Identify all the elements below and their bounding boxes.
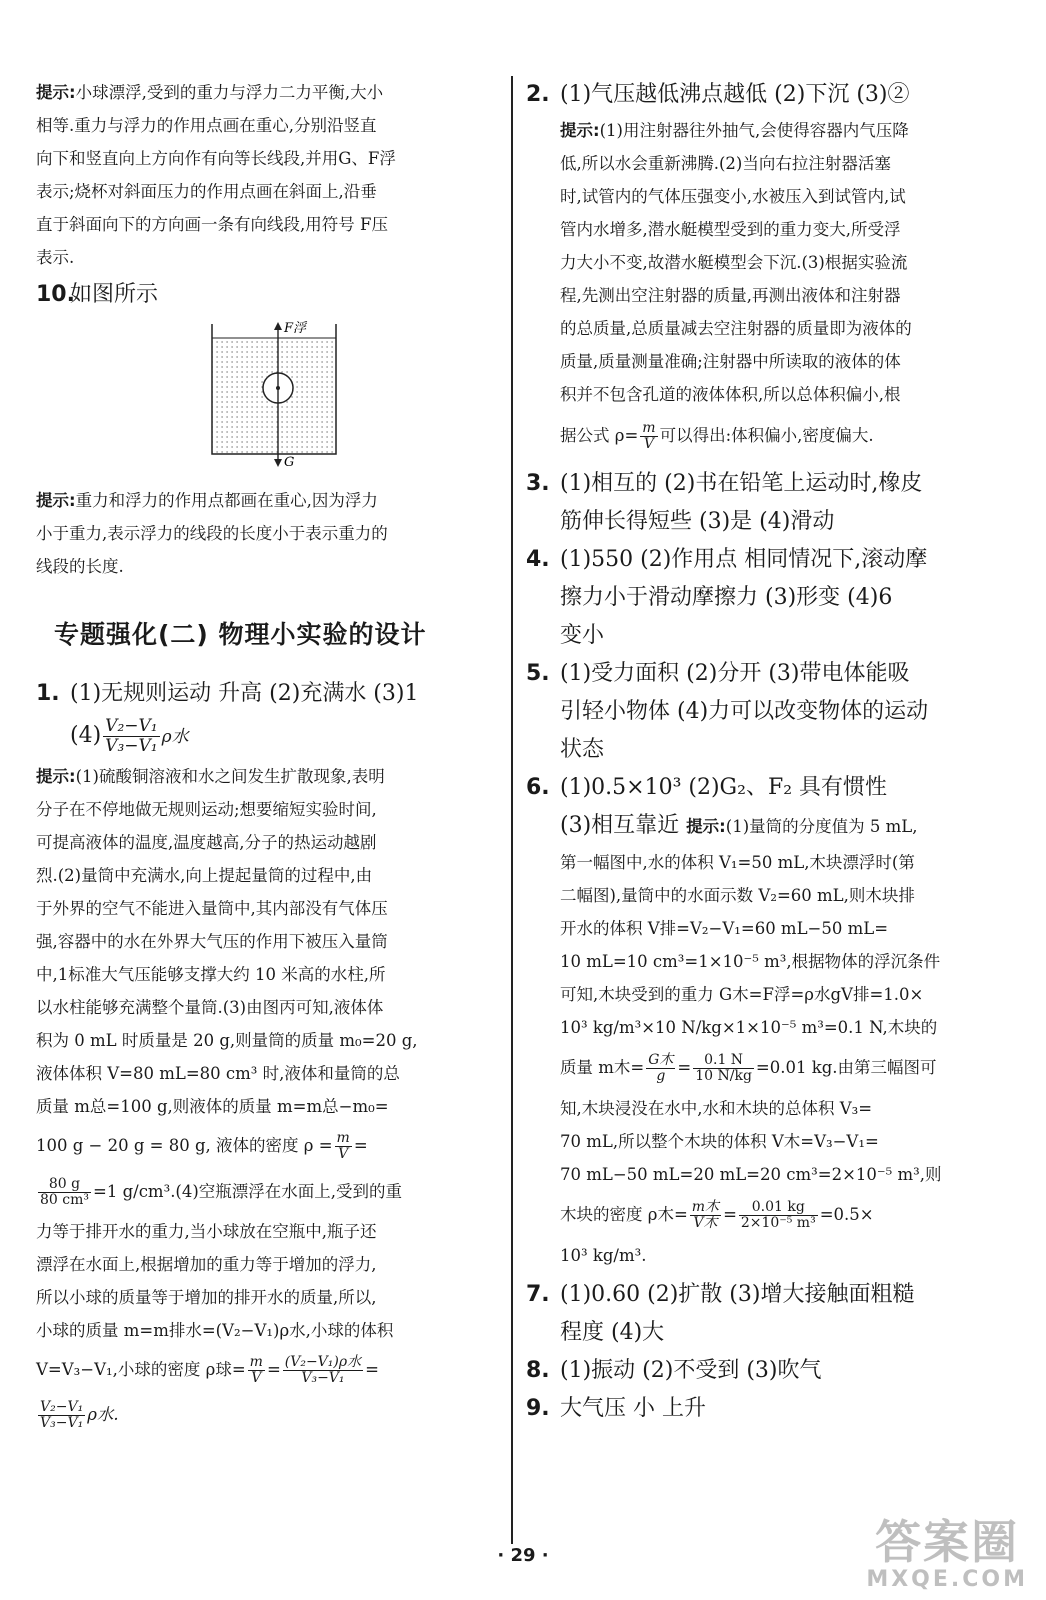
fraction bbox=[335, 1131, 352, 1163]
hint-label: 提示: bbox=[36, 767, 76, 786]
question-number: 7. bbox=[526, 1282, 550, 1307]
hint-line: 10 mL=10 cm³=1×10⁻⁵ m³,根据物体的浮沉条件 bbox=[560, 952, 941, 971]
denominator: V₃−V₁ bbox=[105, 735, 158, 756]
hint-part: ρ水. bbox=[87, 1405, 119, 1424]
question-number: 10. bbox=[36, 282, 75, 307]
answer-part: (3)相互靠近 bbox=[560, 813, 680, 838]
question-number: 9. bbox=[526, 1396, 550, 1421]
answer-line: (1)无规则运动 升高 (2)充满水 (3)1 bbox=[70, 681, 419, 706]
section-title: 专题强化(二) 物理小实验的设计 bbox=[54, 620, 427, 649]
hint-part: =1 g/cm³.(4)空瓶漂浮在水面上,受到的重 bbox=[93, 1182, 403, 1201]
hint-line: 可提高液体的温度,温度越高,分子的热运动越剧 bbox=[36, 833, 377, 852]
right-column bbox=[526, 76, 1008, 1428]
hint-part: 据公式 ρ= bbox=[560, 426, 639, 445]
hint-10 bbox=[36, 484, 498, 583]
hint-part: 100 g − 20 g = 80 g, 液体的密度 ρ = bbox=[36, 1136, 333, 1155]
left-column bbox=[36, 76, 498, 1437]
hint-line: 强,容器中的水在外界大气压的作用下被压入量筒 bbox=[36, 932, 388, 951]
numerator: 0.1 N bbox=[693, 1053, 754, 1069]
hint-line bbox=[36, 1169, 498, 1215]
fraction bbox=[739, 1200, 818, 1232]
fraction bbox=[640, 421, 657, 453]
question-2 bbox=[526, 76, 1008, 114]
hint-line: (1)用注射器往外抽气,会使得容器内气压降 bbox=[599, 121, 909, 140]
numerator: m bbox=[249, 1353, 263, 1370]
hint-line: 以水柱能够充满整个量筒.(3)由图丙可知,液体体 bbox=[36, 998, 384, 1017]
hint-line: 烈.(2)量筒中充满水,向上提起量筒的过程中,由 bbox=[36, 866, 373, 885]
answer-line: 筋伸长得短些 (3)是 (4)滑动 bbox=[560, 509, 835, 534]
hint-line: 10³ kg/m³×10 N/kg×1×10⁻⁵ m³=0.1 N,木块的 bbox=[560, 1018, 938, 1037]
column-divider bbox=[511, 76, 513, 1544]
question-7 bbox=[526, 1276, 1008, 1352]
hint-line: 时,试管内的气体压强变小,水被压入到试管内,试 bbox=[560, 187, 906, 206]
hint-line: 二幅图),量筒中的水面示数 V₂=60 mL,则木块排 bbox=[560, 886, 915, 905]
fraction bbox=[38, 1400, 85, 1432]
hint-line: 所以小球的质量等于增加的排开水的质量,所以, bbox=[36, 1288, 377, 1307]
denominator: V bbox=[251, 1370, 262, 1386]
hint-line: 向下和竖直向上方向作有向等长线段,并用G、F浮 bbox=[36, 149, 396, 168]
numerator: 0.01 kg bbox=[739, 1200, 818, 1216]
answer-line: (1)0.5×10³ (2)G₂、F₂ 具有惯性 bbox=[560, 775, 888, 800]
hint-line: 于外界的空气不能进入量筒中,其内部没有气体压 bbox=[36, 899, 388, 918]
denominator: 2×10⁻⁵ m³ bbox=[740, 1215, 816, 1231]
watermark-url: MXQE.COM bbox=[866, 1567, 1028, 1592]
answer-line: (1)振动 (2)不受到 (3)吹气 bbox=[560, 1358, 822, 1383]
hint-line: 力等于排开水的重力,当小球放在空瓶中,瓶子还 bbox=[36, 1222, 377, 1241]
hint-line: 积为 0 mL 时质量是 20 g,则量筒的质量 m₀=20 g, bbox=[36, 1031, 418, 1050]
hint-line: 积并不包含孔道的液体体积,所以总体积偏小,根 bbox=[560, 385, 901, 404]
hint-part: 质量 m木= bbox=[560, 1058, 645, 1077]
hint-line bbox=[526, 411, 1008, 461]
question-number: 6. bbox=[526, 775, 550, 800]
hint-line: 相等.重力与浮力的作用点画在重心,分别沿竖直 bbox=[36, 116, 377, 135]
hint-label: 提示: bbox=[36, 83, 76, 102]
hint-line bbox=[36, 1393, 498, 1437]
question-1 bbox=[36, 675, 498, 760]
fraction bbox=[690, 1200, 721, 1232]
hint-line: 70 mL,所以整个木块的体积 V木=V₃−V₁= bbox=[560, 1132, 879, 1151]
question-5 bbox=[526, 655, 1008, 769]
hint-part: 木块的密度 ρ木= bbox=[560, 1205, 688, 1224]
hint-6 bbox=[526, 846, 1008, 1272]
fraction bbox=[38, 1177, 91, 1209]
question-number: 3. bbox=[526, 471, 550, 496]
denominator: V bbox=[338, 1146, 349, 1162]
denominator: g bbox=[656, 1068, 666, 1084]
hint-line: 小于重力,表示浮力的线段的长度小于表示重力的 bbox=[36, 524, 388, 543]
hint-line: 力大小不变,故潜水艇模型会下沉.(3)根据实验流 bbox=[560, 253, 908, 272]
arrow-head-down bbox=[274, 459, 282, 467]
hint-2 bbox=[526, 114, 1008, 461]
denominator: 10 N/kg bbox=[695, 1068, 752, 1084]
hint-line: 知,木块浸没在水中,水和木块的总体积 V₃= bbox=[560, 1099, 873, 1118]
question-number: 2. bbox=[526, 82, 550, 107]
denominator: V₃−V₁ bbox=[40, 1415, 84, 1431]
hint-line: 重力和浮力的作用点都画在重心,因为浮力 bbox=[75, 491, 378, 510]
question-number: 8. bbox=[526, 1358, 550, 1383]
hint-line: 可知,木块受到的重力 G木=F浮=ρ水gV排=1.0× bbox=[560, 985, 924, 1004]
hint-line: 的总质量,总质量减去空注射器的质量即为液体的 bbox=[560, 319, 912, 338]
hint-line: 中,1标准大气压能够支撑大约 10 米高的水柱,所 bbox=[36, 965, 386, 984]
fraction bbox=[103, 717, 159, 755]
denominator: V bbox=[643, 436, 654, 452]
numerator: m bbox=[642, 419, 656, 436]
question-8 bbox=[526, 1352, 1008, 1390]
hint-line: 液体体积 V=80 mL=80 cm³ 时,液体和量筒的总 bbox=[36, 1064, 400, 1083]
numerator: m木 bbox=[691, 1198, 720, 1215]
f-label: F浮 bbox=[284, 321, 307, 336]
hint-line: 程,先测出空注射器的质量,再测出液体和注射器 bbox=[560, 286, 901, 305]
answer-line bbox=[560, 807, 1008, 846]
hint-part: =0.01 kg.由第三幅图可 bbox=[755, 1058, 937, 1077]
answer-line: (1)气压越低沸点越低 (2)下沉 (3)② bbox=[560, 82, 910, 107]
hint-line: 第一幅图中,水的体积 V₁=50 mL,木块漂浮时(第 bbox=[560, 853, 915, 872]
watermark-title: 答案圈 bbox=[875, 1515, 1020, 1569]
hint-label: 提示: bbox=[36, 491, 76, 510]
hint-line: 质量 m木= $\frac{\text{G木}}{g}$ = $\frac{0.1 N}{10 N/kg}$ =0.01 kg.由第三幅图可 bbox=[560, 1051, 937, 1084]
hint-part: =0.5× bbox=[819, 1205, 874, 1224]
question-4 bbox=[526, 541, 1008, 655]
fraction bbox=[248, 1355, 265, 1387]
arrow-head-up bbox=[274, 322, 282, 330]
answer-line: 大气压 小 上升 bbox=[560, 1396, 706, 1421]
hint-part: = bbox=[353, 1136, 368, 1155]
denominator: V木 bbox=[693, 1215, 718, 1231]
answer-part: (4) bbox=[70, 723, 102, 748]
numerator: V₂−V₁ bbox=[40, 1398, 84, 1415]
hint-line: 管内水增多,潜水艇模型受到的重力变大,所受浮 bbox=[560, 220, 901, 239]
question-10 bbox=[36, 276, 498, 314]
answer-line: (1)550 (2)作用点 相同情况下,滚动摩 bbox=[560, 547, 928, 572]
denominator: 80 cm³ bbox=[40, 1192, 89, 1208]
hint-line: 10³ kg/m³. bbox=[560, 1246, 647, 1265]
hint-line: 线段的长度. bbox=[36, 557, 124, 576]
hint-part: (1)量筒的分度值为 5 mL, bbox=[725, 817, 918, 836]
center-of-gravity bbox=[276, 386, 280, 390]
question-number: 4. bbox=[526, 547, 550, 572]
hint-line: 表示. bbox=[36, 248, 75, 267]
hint-line: V=V₃−V₁,小球的密度 ρ球= $\frac{m}{V}$ = $\frac{\text{(V₂−V₁)ρ水}}{\text{V₃−V₁}}$ = bbox=[36, 1353, 379, 1386]
hint-part: V=V₃−V₁,小球的密度 ρ球= bbox=[36, 1360, 246, 1379]
hint-part: 可以得出:体积偏小,密度偏大. bbox=[659, 426, 874, 445]
numerator: (V₂−V₁)ρ水 bbox=[284, 1353, 362, 1370]
question-number: 5. bbox=[526, 661, 550, 686]
hint-line: 质量,质量测量准确;注射器中所读取的液体的体 bbox=[560, 352, 901, 371]
numerator: G木 bbox=[648, 1051, 674, 1068]
answer-line: (1)相互的 (2)书在铅笔上运动时,橡皮 bbox=[560, 471, 923, 496]
g-label: G bbox=[284, 455, 295, 470]
hint-line bbox=[36, 1123, 498, 1169]
answer-line: 程度 (4)大 bbox=[560, 1320, 665, 1345]
numerator: V₂−V₁ bbox=[105, 715, 158, 736]
answer-text: 如图所示 bbox=[70, 282, 159, 307]
answer-line bbox=[70, 713, 498, 760]
hint-part: = bbox=[365, 1360, 379, 1379]
hint-line: 开水的体积 V排=V₂−V₁=60 mL−50 mL= bbox=[560, 919, 889, 938]
answer-line: (1)受力面积 (2)分开 (3)带电体能吸 bbox=[560, 661, 910, 686]
question-9 bbox=[526, 1390, 1008, 1428]
hint-line: 漂浮在水面上,根据增加的重力等于增加的浮力, bbox=[36, 1255, 377, 1274]
answer-line: (1)0.60 (2)扩散 (3)增大接触面粗糙 bbox=[560, 1282, 915, 1307]
hint-line: 分子在不停地做无规则运动;想要缩短实验时间, bbox=[36, 800, 377, 819]
beaker-diagram bbox=[210, 320, 340, 470]
hint-line: 直于斜面向下的方向画一条有向线段,用符号 F压 bbox=[36, 215, 388, 234]
question-6 bbox=[526, 769, 1008, 846]
hint-line: 70 mL−50 mL=20 mL=20 cm³=2×10⁻⁵ m³,则 bbox=[560, 1165, 942, 1184]
answer-line: 状态 bbox=[560, 737, 605, 762]
buoyancy-figure bbox=[210, 320, 498, 474]
hint-line: 质量 m总=100 g,则液体的质量 m=m总−m₀= bbox=[36, 1097, 389, 1116]
hint-label: 提示: bbox=[560, 121, 600, 140]
fraction bbox=[283, 1355, 363, 1387]
hint-top bbox=[36, 76, 498, 274]
answer-line: 引轻小物体 (4)力可以改变物体的运动 bbox=[560, 699, 929, 724]
hint-line: 木块的密度 ρ木= $\frac{\text{m木}}{\text{V木}}$ = $\frac{0.01 kg}{\text{2×10⁻⁵ m³}}$ =0.5× bbox=[560, 1198, 874, 1231]
rho-water: ρ水 bbox=[161, 727, 189, 747]
fraction bbox=[646, 1053, 675, 1085]
hint-line: 小球漂浮,受到的重力与浮力二力平衡,大小 bbox=[75, 83, 384, 102]
hint-label: 提示: bbox=[686, 817, 726, 836]
watermark-logo bbox=[866, 1517, 1028, 1592]
page-number: · 29 · bbox=[497, 1545, 549, 1566]
fraction bbox=[693, 1053, 754, 1085]
numerator: m bbox=[336, 1129, 350, 1146]
hint-line: (1)硫酸铜溶液和水之间发生扩散现象,表明 bbox=[75, 767, 385, 786]
answer-line: 变小 bbox=[560, 623, 605, 648]
hint-line: 表示;烧杯对斜面压力的作用点画在斜面上,沿垂 bbox=[36, 182, 377, 201]
question-number: 1. bbox=[36, 681, 60, 706]
denominator: V₃−V₁ bbox=[301, 1370, 345, 1386]
hint-line: 低,所以水会重新沸腾.(2)当向右拉注射器活塞 bbox=[560, 154, 891, 173]
numerator: 80 g bbox=[38, 1177, 91, 1193]
hint-1 bbox=[36, 760, 498, 1437]
hint-inline bbox=[686, 817, 917, 836]
answer-line: 擦力小于滑动摩擦力 (3)形变 (4)6 bbox=[560, 585, 893, 610]
hint-line: 小球的质量 m=m排水=(V₂−V₁)ρ水,小球的体积 bbox=[36, 1321, 394, 1340]
question-3 bbox=[526, 465, 1008, 541]
